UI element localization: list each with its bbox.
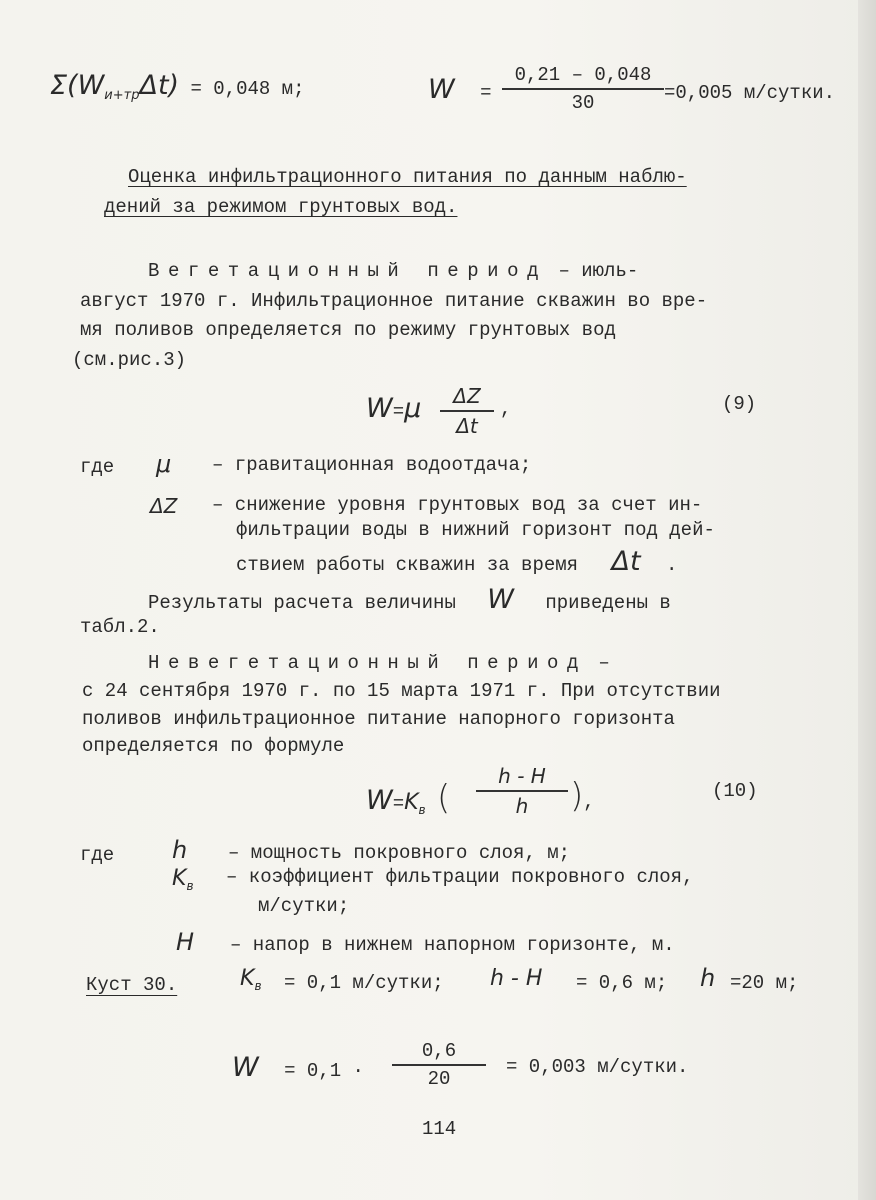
veg-line1-tail: – июль-: [558, 260, 639, 282]
eq10-fraction: [476, 764, 568, 818]
veg-line3: мя поливов определяется по режиму грунтовых вод: [80, 319, 616, 341]
eq10-denominator: h: [515, 794, 529, 818]
where2-k-subscript: в: [186, 878, 194, 893]
where1-dz-def1: – снижение уровня грунтовых вод за счет ин-: [212, 494, 703, 516]
section-title-line2: дений за режимом грунтовых вод.: [104, 196, 458, 218]
kust-h-symbol: h: [700, 964, 716, 992]
eq9-w: W: [366, 393, 393, 424]
eq9-equals: =: [392, 401, 405, 423]
where1-dz-def3-text: ствием работы скважин за время: [236, 554, 579, 576]
where2-k-def2: м/сутки;: [258, 895, 350, 917]
equation-w-top: [428, 74, 492, 105]
eq9-fraction: [440, 384, 494, 438]
where1-mu-symbol: μ: [156, 450, 172, 478]
final-result: = 0,003 м/сутки.: [506, 1056, 689, 1078]
eq9-mu: μ: [404, 393, 422, 424]
veg-line2: август 1970 г. Инфильтрационное питание скважин во вре-: [80, 290, 708, 312]
eq10-k: K: [404, 790, 419, 815]
where2-h-symbol: h: [172, 836, 188, 864]
final-denominator: 20: [427, 1068, 451, 1090]
sum-subscript: и+тр: [104, 87, 140, 103]
w-top-result: =0,005 м/сутки.: [664, 82, 836, 104]
where1-dz-symbol: ΔZ: [150, 494, 178, 518]
kust-h-value: =20 м;: [730, 972, 799, 994]
eq9-denominator: Δt: [456, 414, 478, 438]
nonveg-heading: Невегетационный период: [148, 652, 587, 674]
final-multiplier: = 0,1 ·: [284, 1060, 364, 1082]
eq10-comma: ,: [583, 791, 595, 813]
final-w: W: [232, 1052, 259, 1083]
where2-label: где: [80, 844, 115, 866]
where2-k: K: [172, 866, 187, 891]
equation-9: [366, 393, 421, 424]
sum-lhs: Σ(W: [50, 70, 105, 101]
where1-dz-def2: фильтрации воды в нижний горизонт под дей-: [236, 519, 715, 541]
eq10-k-subscript: в: [418, 802, 426, 817]
final-fraction: [392, 1040, 486, 1090]
kust-label: Куст 30.: [86, 974, 178, 996]
where1-dot: .: [665, 554, 678, 576]
veg-heading: Вегетационный период: [148, 260, 548, 282]
kust-line: [86, 974, 177, 996]
eq10-equals: =: [392, 793, 405, 815]
kust-hH-value: = 0,6 м;: [576, 972, 668, 994]
final-numerator: 0,6: [392, 1040, 486, 1066]
fraction-top: [502, 64, 664, 114]
veg-line4: (см.рис.3): [72, 349, 187, 371]
equals-sign: =: [480, 82, 492, 104]
nonveg-line4: определяется по формуле: [82, 735, 345, 757]
results-post: приведены в: [545, 592, 671, 614]
equation-final: [232, 1052, 364, 1083]
kust-k: [240, 966, 262, 993]
fraction-top-numerator: 0,21 – 0,048: [502, 64, 664, 90]
eq10-numerator: h - H: [476, 764, 568, 792]
results-pre: Результаты расчета величины: [148, 592, 456, 614]
where1-dt-symbol: Δt: [611, 546, 641, 577]
kust-k-value: = 0,1 м/сутки;: [284, 972, 444, 994]
where2-k-def1: – коэффициент фильтрации покровного слоя,: [226, 866, 694, 888]
sum-tail: Δt): [139, 70, 180, 101]
w-symbol: W: [428, 74, 455, 105]
results-line1: [148, 584, 671, 615]
kust-hH-symbol: h - H: [490, 966, 543, 991]
nonveg-line1: [148, 652, 610, 674]
fraction-top-denominator: 30: [571, 92, 595, 114]
eq9-comma: ,: [500, 398, 512, 420]
eq10-w: W: [366, 785, 393, 816]
page-edge-shadow: [858, 0, 876, 1200]
where2-H-symbol: H: [176, 928, 195, 956]
results-line2: табл.2.: [80, 616, 160, 638]
veg-line1: [148, 260, 638, 282]
nonveg-line3: поливов инфильтрационное питание напорного горизонта: [82, 708, 675, 730]
nonveg-dash: –: [598, 652, 610, 674]
eq9-numerator: ΔZ: [440, 384, 494, 412]
where2-h-definition: – мощность покровного слоя, м;: [228, 842, 571, 864]
where1-label: где: [80, 456, 115, 478]
eq9-number: (9): [722, 393, 757, 415]
where2-k-symbol: [172, 866, 194, 893]
kust-k-symbol: K: [240, 966, 255, 991]
page-number: 114: [422, 1118, 457, 1140]
section-title-line1: Оценка инфильтрационного питания по данным наблю-: [128, 166, 687, 188]
where1-mu-definition: – гравитационная водоотдача;: [212, 454, 532, 476]
where2-H-definition: – напор в нижнем напорном горизонте, м.: [230, 934, 675, 956]
where1-dz-def3: [236, 546, 677, 577]
sum-rhs: = 0,048 м;: [190, 78, 305, 100]
eq10-number: (10): [712, 780, 758, 802]
results-w-symbol: W: [487, 584, 514, 615]
equation-sum: [50, 70, 305, 103]
eq10-close: ),: [570, 776, 595, 816]
kust-k-subscript: в: [254, 978, 262, 993]
equation-10: $W=K_в$ (: [366, 778, 451, 818]
nonveg-line2: с 24 сентября 1970 г. по 15 марта 1971 г. При отсутствии: [82, 680, 721, 702]
